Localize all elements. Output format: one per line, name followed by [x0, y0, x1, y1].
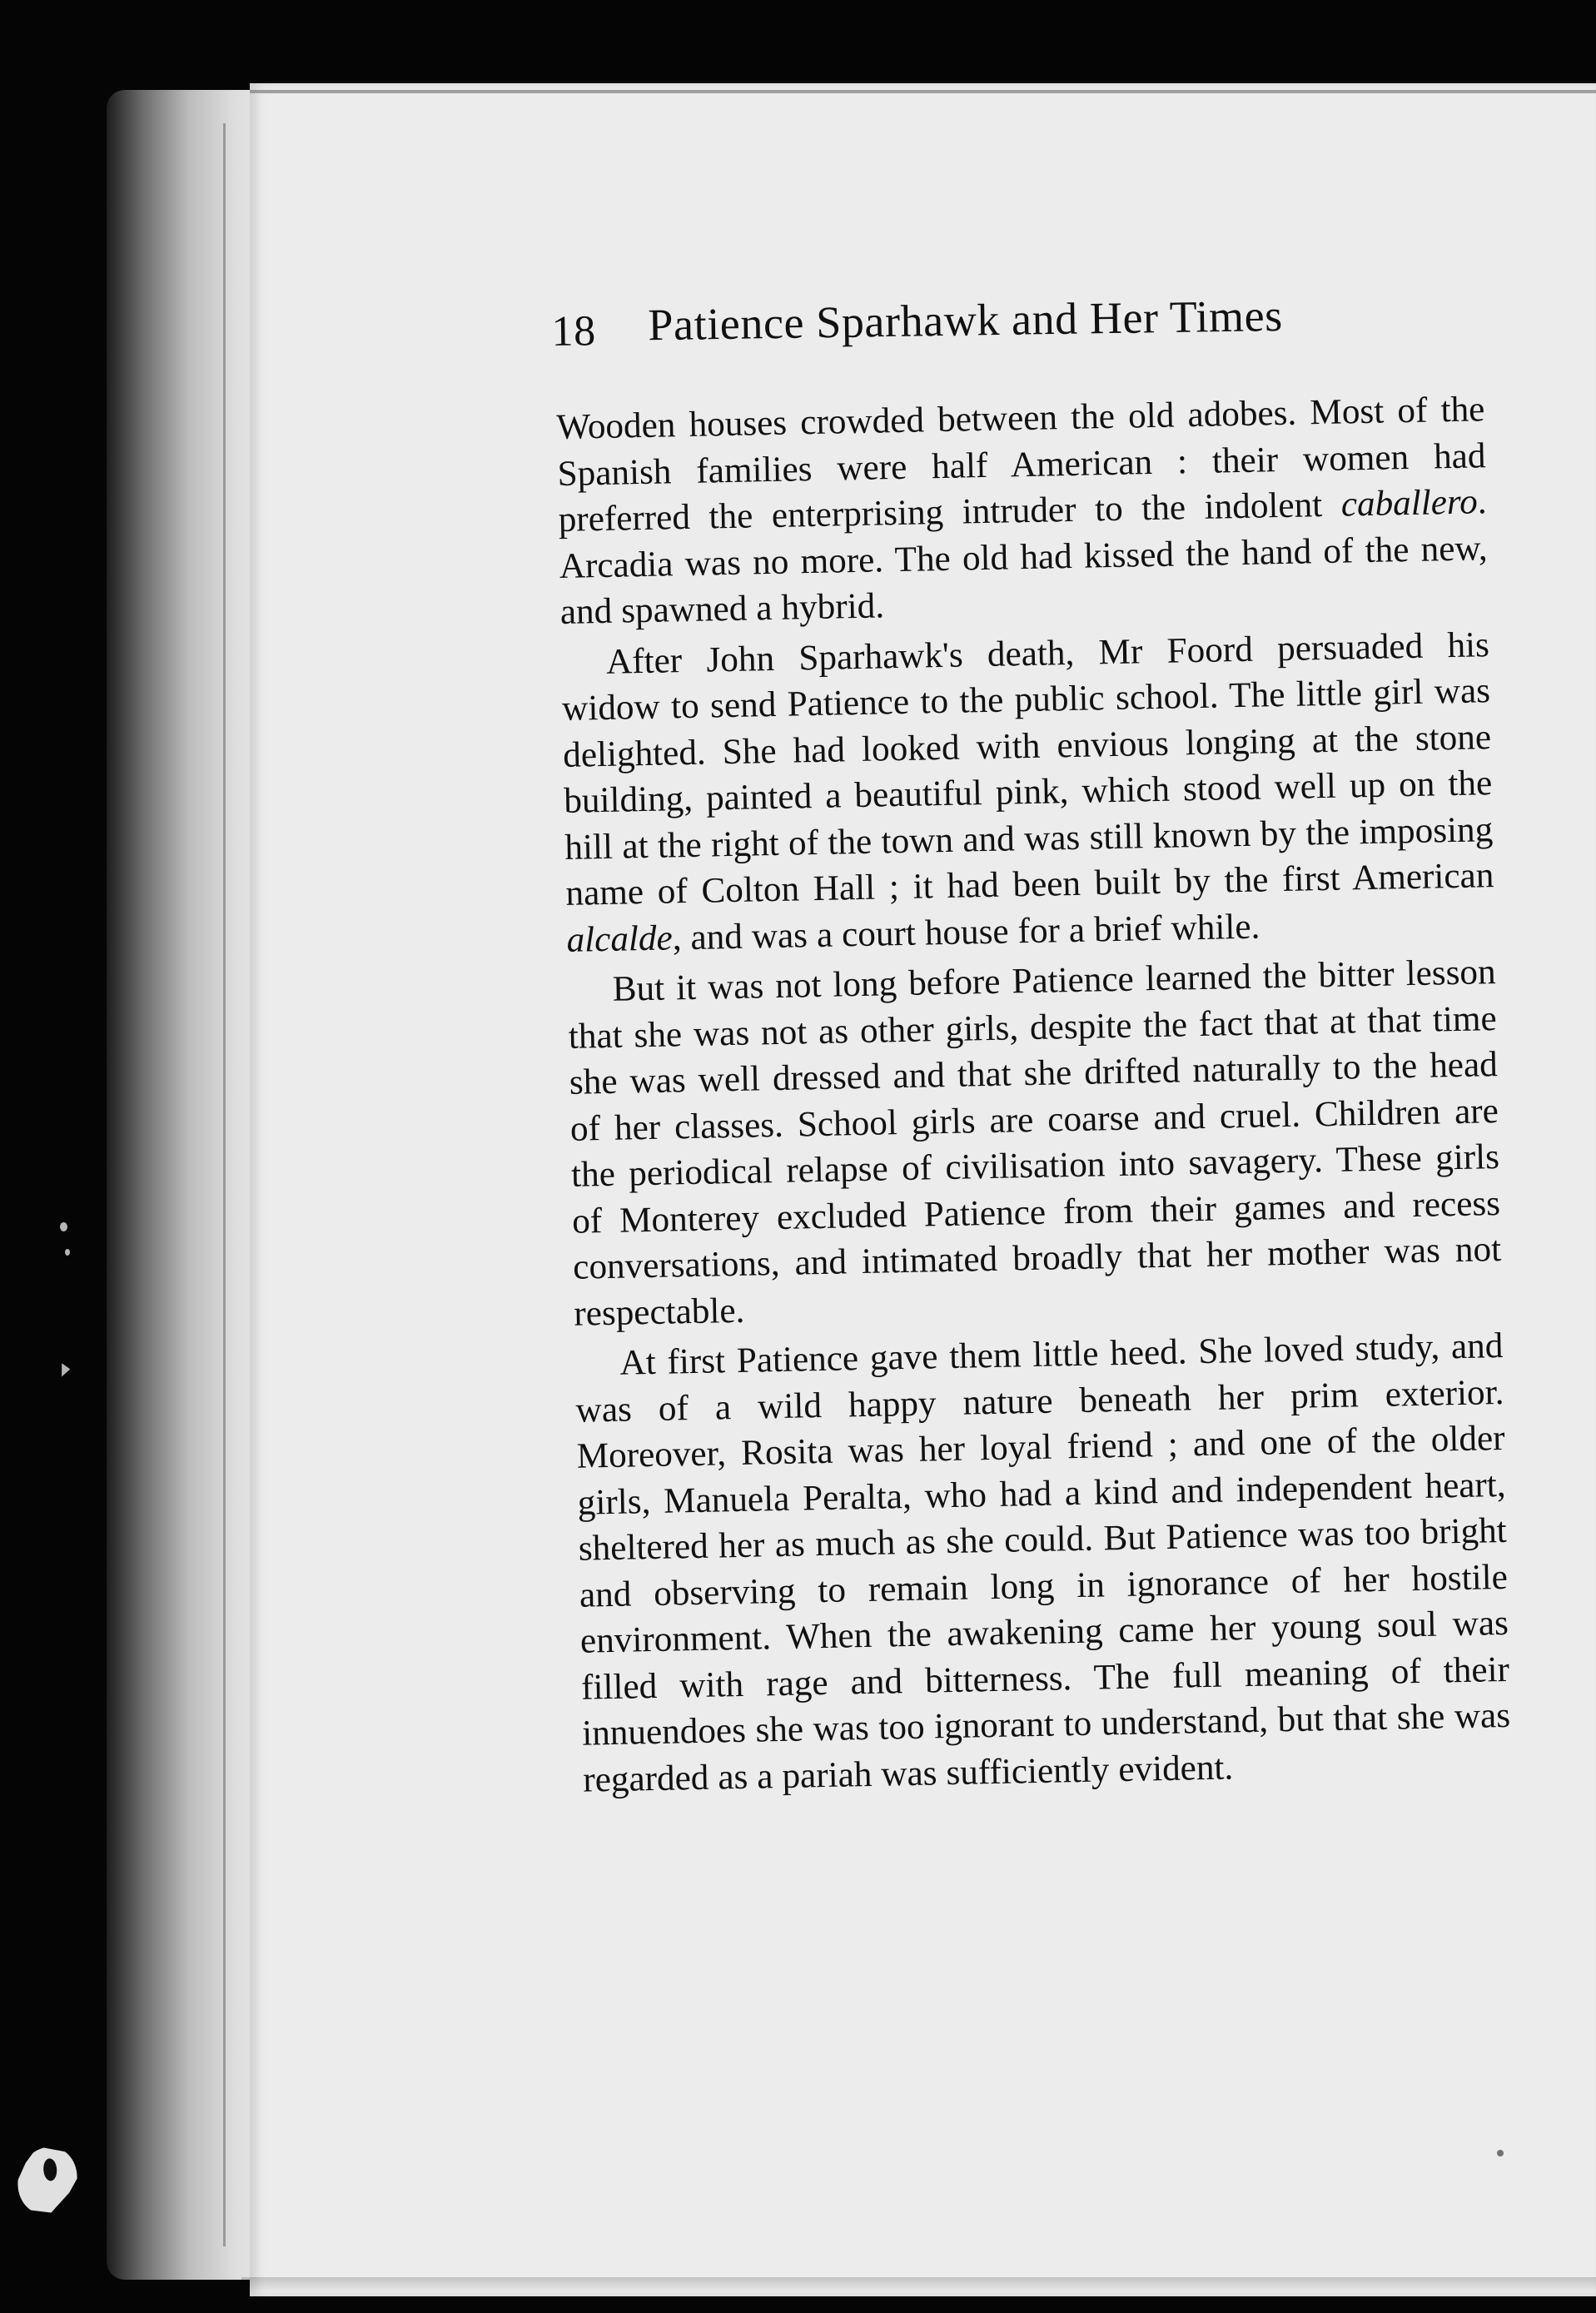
paragraph-4: At first Patience gave them little heed. She loved study, and was of a wild happy nature beneath her prim exterior. Moreover, Rosita was her loyal friend ; and one of the older girls, Manuela Peralta, who had a kind and independent heart, sheltered her as much as she could. But Patience was too bright and observing to remain long in ignorance of her hostile environment. When the awakening came her young soul was filled with rage and bitterness. The full meaning of their innuendoes she was too ignorant to understand, but that she was regarded as a pariah was sufficiently evident.	[575, 1326, 1511, 1800]
paragraph-2	[561, 622, 1495, 963]
paragraph-2-garbled-mr: Mr	[1098, 631, 1143, 672]
running-head: Patience Sparhawk and Her Times	[647, 290, 1284, 351]
paragraph-1-part-1: Wooden houses crowded between the old adobes. Most of the Spanish families were half American : their women had preferred the enterprising intruder to the indolent	[556, 390, 1486, 540]
paragraph-2-part-1: After John Sparhawk's death,	[605, 632, 1099, 682]
paragraph-3-garbled-uded: uded	[836, 1195, 907, 1236]
paragraph-1-part-2: . Arcadia was no more. The old had kissed the hand of the new, and spawned a hybrid.	[559, 482, 1489, 632]
paragraph-1	[556, 386, 1489, 635]
italic-caballero: caballero	[1340, 482, 1479, 525]
paragraph-2-part-3: , and was a court house for a brief while.	[672, 907, 1260, 958]
italic-alcalde: alcalde	[566, 918, 674, 960]
page-bottom-shadow	[241, 2277, 1596, 2292]
page-number: 18	[551, 307, 597, 356]
scan-speck	[65, 1249, 70, 1256]
paragraph-3	[567, 949, 1502, 1337]
scan-speck	[60, 1222, 67, 1231]
body-text	[556, 386, 1512, 1803]
page-header	[551, 291, 1385, 379]
page-top-edge	[250, 90, 1596, 93]
paragraph-2-part-2: Foord persuaded his widow to send Patience to the public school. The little girl was delighted. She had looked with envious longing at the stone building, painted a beautiful pink, which stood well up on the hill at the right of the town and was still known by the imposing name of Colton Hall ; it had been built by the first American	[561, 624, 1494, 913]
paragraph-3-part-1: But it was not long before Patience learned the bitter lesson that she was not as other girls, despite the fact that at that time she was well dressed and that she drifted naturally to the head of her classes. School girls are coarse and cruel. Children are the periodical relapse of civilisation into savagery. These girls of Monterey excl	[568, 953, 1500, 1241]
paragraph-3-part-2: Patience from their games and recess conversations, and intimated broadly that her mother was not respectable.	[572, 1183, 1502, 1334]
page-speck	[1497, 2150, 1504, 2156]
